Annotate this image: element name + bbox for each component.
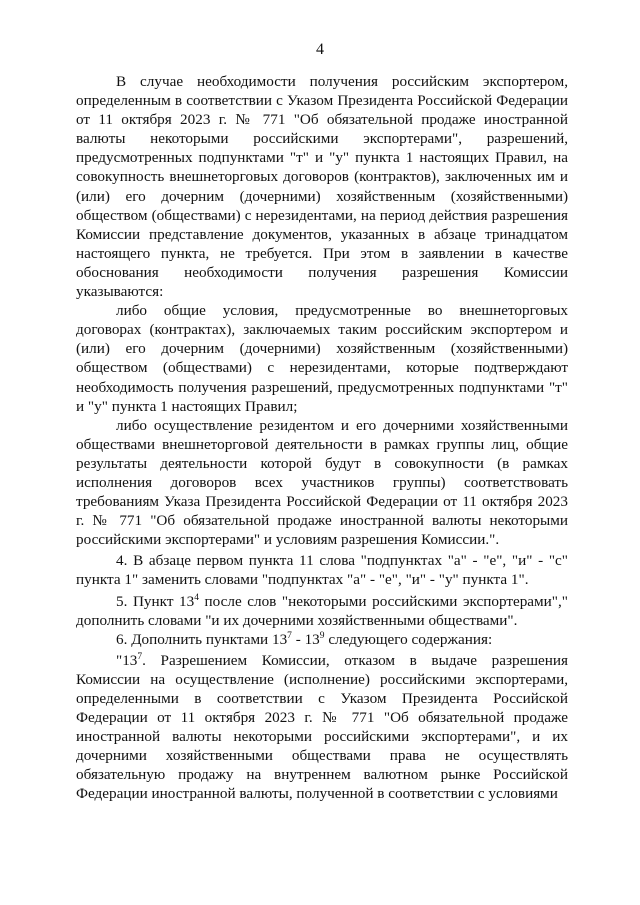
paragraph-export-permits (76, 72, 568, 301)
page-number: 4 (316, 41, 324, 58)
paragraph-general-conditions (76, 301, 568, 416)
text-run: либо осуществление резидентом и его дочерними хозяйственными обществами внешнеторговой деятельности в рамках группы лиц, общие результаты деятельности которой будут в совокупности (в рамках исполнения договоров всех участников группы) соответствовать требованиям Указа Президента Российской Федерации от 11 октября 2023 г. № 771 "Об обязательной продаже иностранной валюты некоторыми российскими экспортерами" и условиям разрешения Комиссии.". (76, 416, 568, 549)
text-run: после слов "некоторыми российскими экспортерами"," дополнить словами "и их дочерними хозяйственными обществами". (76, 592, 568, 629)
superscript: 7 (287, 630, 292, 641)
superscript: 4 (194, 592, 199, 603)
paragraph-item-5 (76, 592, 568, 630)
paragraph-item-4 (76, 551, 568, 589)
paragraph-item-13-7 (76, 651, 568, 804)
paragraph-item-6 (76, 630, 568, 649)
text-run: либо общие условия, предусмотренные во внешнеторговых договорах (контрактах), заключаемых таким российским экспортером и (или) его дочерним (дочерними) хозяйственным (хозяйственными) обществом (обществами) с нерезидентами, которые подтверждают необходимость получения разрешений, предусмотренных подпунктами "т" и "у" пункта 1 настоящих Правил; (76, 302, 568, 415)
superscript: 9 (319, 630, 325, 641)
text-run: 4. В абзаце первом пункта 11 слова "подпунктах "а" - "е", "и" - "с" пункта 1" заменить словами "подпунктах "а" - "е", "и" - "у" пункта 1". (76, 552, 568, 589)
document-body (76, 72, 568, 804)
text-run: 6. Дополнить пунктами 13 (116, 630, 288, 648)
text-run: следующего содержания: (324, 630, 493, 648)
text-run: - 13 (291, 630, 320, 648)
text-run: "13 (116, 651, 138, 669)
paragraph-group-activity (76, 416, 568, 550)
text-run: 5. Пункт 13 (116, 592, 195, 610)
text-run: В случае необходимости получения российским экспортером, определенным в соответствии с Указом Президента Российской Федерации от 11 октября 2023 г. № 771 "Об обязательной продаже иностранной валюты некоторыми российскими экспортерами", разрешений, предусмотренных подпунктами "т" и "у" пункта 1 настоящих Правил, на совокупность внешнеторговых договоров (контрактов), заключенных им и (или) его дочерним (дочерними) хозяйственным (хозяйственными) обществом (обществами) с нерезидентами, на период действия разрешения Комиссии представление документов, указанных в абзаце тринадцатом настоящего пункта, не требуется. При этом в заявлении в качестве обоснования необходимости получения разрешения Комиссии указываются: (76, 73, 568, 301)
text-run: . Разрешением Комиссии, отказом в выдаче разрешения Комиссии на осуществление (исполнение) российскими экспортерами, определенными в соответствии с Указом Президента Российской Федерации от 11 октября 2023 г. № 771 "Об обязательной продаже иностранной валюты некоторыми российскими экспортерами", и их дочерними хозяйственными обществами права не осуществлять обязательную продажу на внутреннем валютном рынке Российской Федерации иностранной валюты, полученной в соответствии с условиями (76, 651, 568, 803)
superscript: 7 (137, 651, 143, 662)
